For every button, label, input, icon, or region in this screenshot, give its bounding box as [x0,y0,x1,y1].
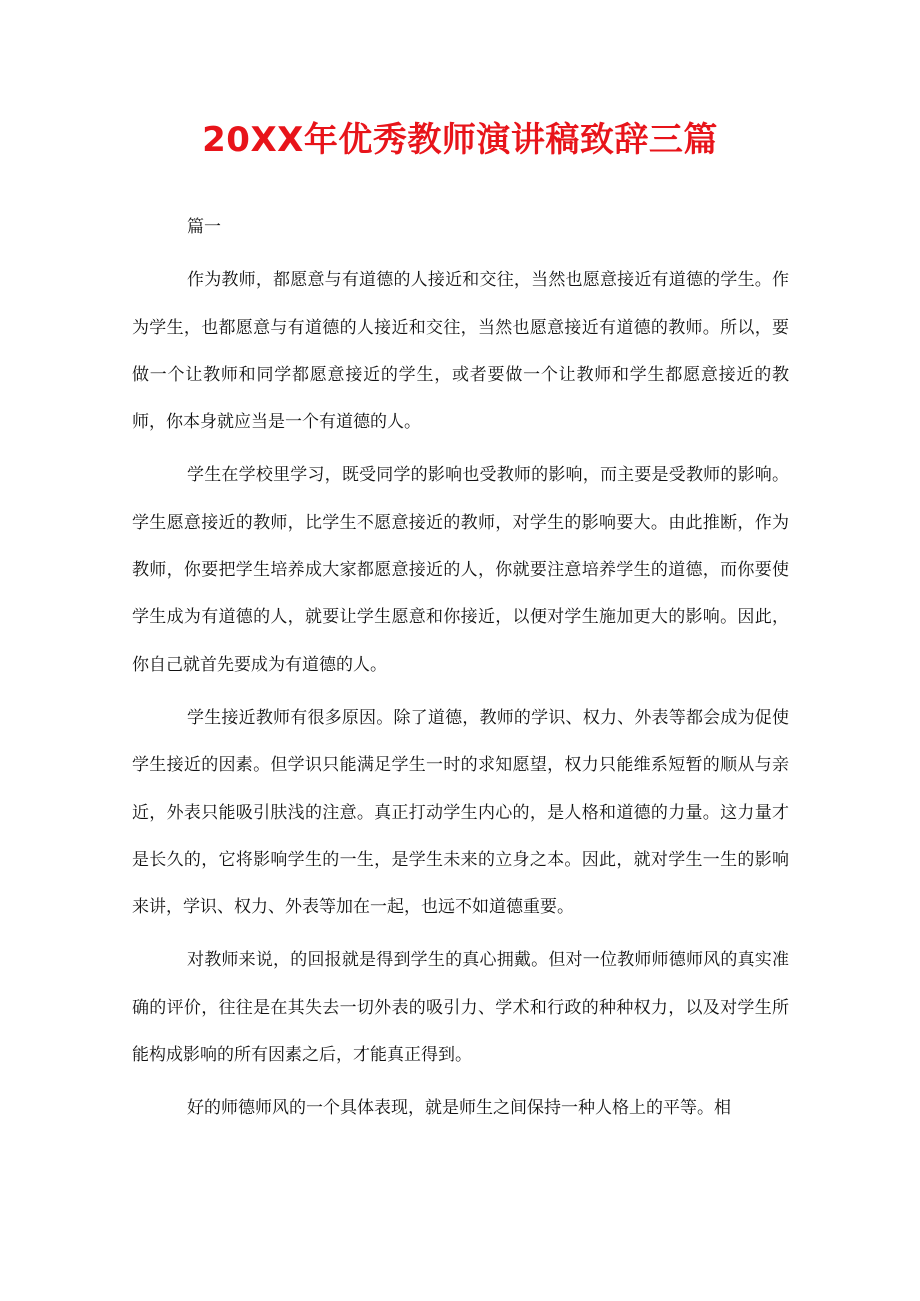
paragraph: 对教师来说，的回报就是得到学生的真心拥戴。但对一位教师师德师风的真实准确的评价，往往是在其失去一切外表的吸引力、学术和行政的种种权力，以及对学生所能构成影响的所有因素之后，才能真正得到。 [132,950,789,1066]
paragraph: 作为教师，都愿意与有道德的人接近和交往，当然也愿意接近有道德的学生。作为学生，也都愿意与有道德的人接近和交往，当然也愿意接近有道德的教师。所以，要做一个让教师和同学都愿意接近的学生，或者要做一个让教师和学生都愿意接近的教师，你本身就应当是一个有道德的人。 [132,270,789,433]
document-title: 20XX年优秀教师演讲稿致辞三篇 [202,120,718,160]
document-body [132,204,789,1133]
paragraph: 好的师德师风的一个具体表现，就是师生之间保持一种人格上的平等。相 [187,1098,731,1119]
paragraph: 学生接近教师有很多原因。除了道德，教师的学识、权力、外表等都会成为促使学生接近的因素。但学识只能满足学生一时的求知愿望，权力只能维系短暂的顺从与亲近，外表只能吸引肤浅的注意。真正打动学生内心的，是人格和道德的力量。这力量才是长久的，它将影响学生的一生，是学生未来的立身之本。因此，就对学生一生的影响来讲，学识、权力、外表等加在一起，也远不如道德重要。 [132,707,789,918]
section-label: 篇一 [187,217,221,237]
paragraph: 学生在学校里学习，既受同学的影响也受教师的影响，而主要是受教师的影响。学生愿意接近的教师，比学生不愿意接近的教师，对学生的影响要大。由此推断，作为教师，你要把学生培养成大家都愿意接近的人，你就要注意培养学生的道德，而你要使学生成为有道德的人，就要让学生愿意和你接近，以便对学生施加更大的影响。因此，你自己就首先要成为有道德的人。 [132,465,789,675]
